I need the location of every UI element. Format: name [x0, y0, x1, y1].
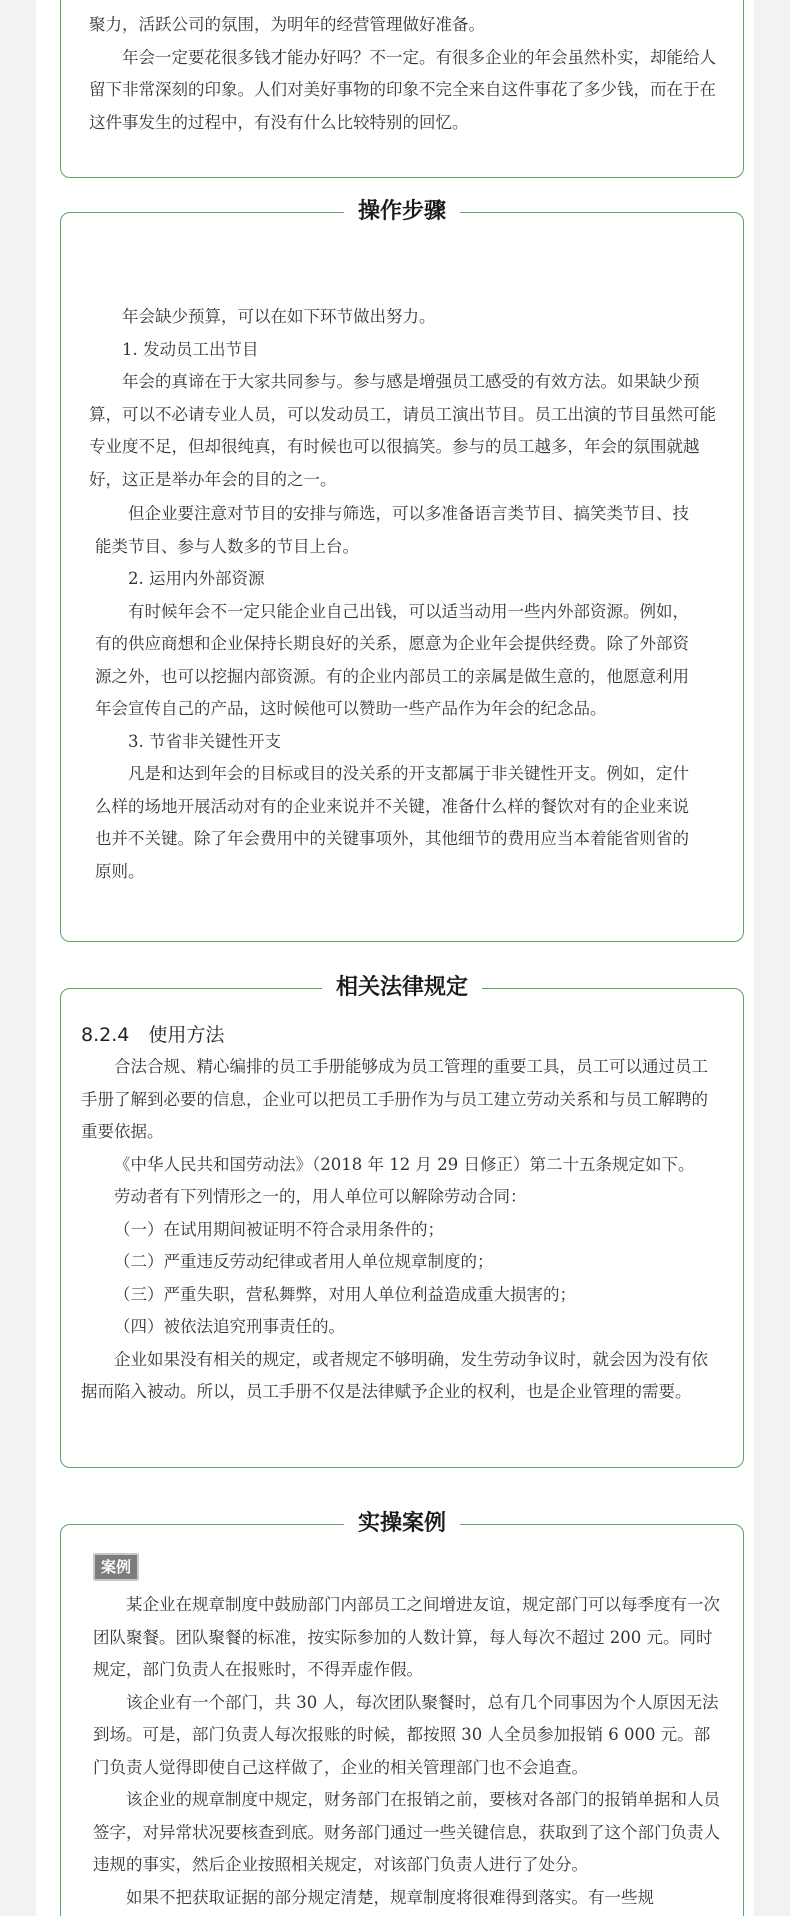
intro-paragraph: 年会一定要花很多钱才能办好吗？不一定。有很多企业的年会虽然朴实，却能给人留下非常深刻的印象。人们对美好事物的印象不完全来自这件事花了多少钱，而在于在这件事发生的过程中，有没有什么比较特别的回忆。: [89, 47, 716, 132]
step-3-title: 3. 节省非关键性开支: [128, 731, 281, 751]
law-citation: 《中华人民共和国劳动法》（2018 年 12 月 29 日修正）第二十五条规定如下。: [114, 1154, 695, 1174]
law-clause-item: （三）严重失职，营私舞弊，对用人单位利益造成重大损害的；: [114, 1284, 576, 1304]
case-paragraph: 该企业有一个部门，共 30 人，每次团队聚餐时，总有几个同事因为个人原因无法到场。可是，部门负责人每次报账的时候，都按照 30 人全员参加报销 6 000 元。部门负责人觉得即使自己这样做了，企业的相关管理部门也不会追查。: [93, 1692, 719, 1777]
law-clause-item: （一）在试用期间被证明不符合录用条件的；: [114, 1219, 444, 1239]
intro-paragraph: 聚力，活跃公司的氛围，为明年的经营管理做好准备。: [89, 15, 485, 34]
law-clause-intro: 劳动者有下列情形之一的，用人单位可以解除劳动合同：: [114, 1187, 527, 1206]
steps-lead: 年会缺少预算，可以在如下环节做出努力。: [122, 307, 436, 326]
step-1-title: 1. 发动员工出节目: [122, 339, 259, 359]
step-1-paragraph: 年会的真谛在于大家共同参与。参与感是增强员工感受的有效方法。如果缺少预算，可以不必请专业人员，可以发动员工，请员工演出节目。员工出演的节目虽然可能专业度不足，但却很纯真，有时候也可以很搞笑。参与的员工越多，年会的氛围就越好，这正是举办年会的目的之一。: [89, 372, 716, 489]
step-2-paragraph: 有时候年会不一定只能企业自己出钱，可以适当动用一些内外部资源。例如，有的供应商想和企业保持长期良好的关系，愿意为企业年会提供经费。除了外部资源之外，也可以挖掘内部资源。有的企业内部员工的亲属是做生意的，他愿意利用年会宣传自己的产品，这时候他可以赞助一些产品作为年会的纪念品。: [95, 601, 689, 718]
step-2-title: 2. 运用内外部资源: [128, 569, 265, 588]
law-paragraph: 企业如果没有相关的规定，或者规定不够明确，发生劳动争议时，就会因为没有依据而陷入被动。所以，员工手册不仅是法律赋予企业的权利，也是企业管理的需要。: [81, 1349, 708, 1401]
case-paragraph: 该企业的规章制度中规定，财务部门在报销之前，要核对各部门的报销单据和人员签字，对异常状况要核查到底。财务部门通过一些关键信息，获取到了这个部门负责人违规的事实，然后企业按照相关规定，对该部门负责人进行了处分。: [93, 1790, 720, 1874]
step-3-paragraph: 凡是和达到年会的目标或目的没关系的开支都属于非关键性开支。例如，定什么样的场地开展活动对有的企业来说并不关键，准备什么样的餐饮对有的企业来说也并不关键。除了年会费用中的关键事项外，其他细节的费用应当本着能省则省的原则。: [95, 764, 689, 881]
case-title: 实操案例: [344, 1509, 460, 1539]
case-paragraph: 某企业在规章制度中鼓励部门内部员工之间增进友谊，规定部门可以每季度有一次团队聚餐。团队聚餐的标准，按实际参加的人数计算，每人每次不超过 200 元。同时规定，部门负责人在报账时，不得弄虚作假。: [93, 1595, 720, 1679]
case-paragraph: 如果不把获取证据的部分规定清楚，规章制度将很难得到落实。有一些规: [126, 1887, 654, 1907]
section-heading: 8.2.4 使用方法: [81, 1024, 225, 1046]
law-clause-item: （四）被依法追究刑事责任的。: [114, 1317, 345, 1336]
steps-box: [60, 199, 744, 942]
law-paragraph: 合法合规、精心编排的员工手册能够成为员工管理的重要工具，员工可以通过员工手册了解到必要的信息，企业可以把员工手册作为与员工建立劳动关系和与员工解聘的重要依据。: [81, 1057, 708, 1141]
law-box: [60, 975, 744, 1468]
intro-box: [60, 0, 744, 178]
case-badge-row: [93, 1553, 723, 1581]
case-badge: 案例: [93, 1553, 139, 1581]
law-clause-item: （二）严重违反劳动纪律或者用人单位规章制度的；: [114, 1252, 494, 1271]
steps-title: 操作步骤: [344, 197, 460, 227]
case-box: [60, 1511, 744, 1916]
law-title: 相关法律规定: [322, 973, 482, 1003]
step-1-paragraph: 但企业要注意对节目的安排与筛选，可以多准备语言类节目、搞笑类节目、技能类节目、参与人数多的节目上台。: [95, 504, 689, 556]
